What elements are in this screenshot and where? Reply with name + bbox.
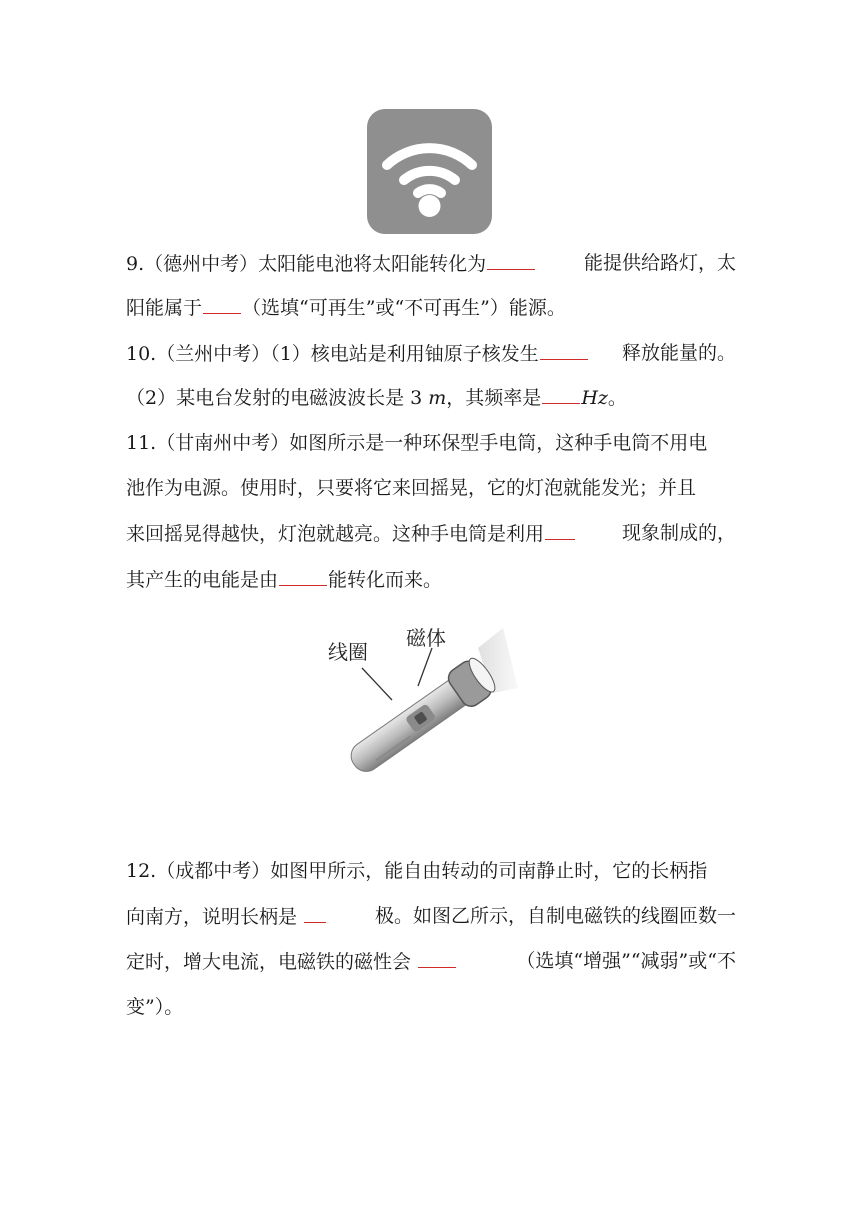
answer-blank [545,519,575,540]
q11-text: 11.（甘南州中考）如图所示是一种环保型手电筒，这种手电筒不用电 [126,432,708,454]
answer-blank [418,947,456,968]
q12-text: 极。如图乙所示，自制电磁铁的线圈匝数一 [374,905,736,927]
unit-meter: m [428,387,447,409]
q11-text: 池作为电源。使用时，只要将它来回摇晃，它的灯泡就能发光；并且 [126,477,697,499]
q9-text: 9.（德州中考）太阳能电池将太阳能转化为 [126,253,487,275]
q9-line-2 [126,293,566,322]
q11-text: 能转化而来。 [328,569,443,591]
q12-text: （选填“增强”“减弱”或“不 [516,950,736,972]
q12-text: 向南方，说明长柄是 [126,906,304,928]
q12-line-4 [126,993,183,1021]
wifi-logo [367,109,492,234]
q11-text: 现象制成的， [621,522,736,544]
q10-text: （2）某电台发射的电磁波波长是 3 [126,387,429,409]
q10-line-1 [126,339,736,368]
answer-blank [542,383,580,404]
unit-hz: Hz [581,387,608,409]
answer-blank [279,565,327,586]
magnet-label: 磁体 [406,626,446,650]
q12-line-1 [126,857,736,885]
answer-blank [540,339,588,360]
q9-text: 能提供给路灯，太 [583,252,736,274]
q11-text: 来回摇晃得越快，灯泡就越亮。这种手电筒是利用 [126,523,545,545]
q11-line-4 [126,565,442,594]
q12-line-2 [126,902,736,931]
q11-line-2 [126,474,736,502]
q11-text: 其产生的电能是由 [126,569,279,591]
q10-line-2 [126,383,627,412]
wifi-icon [367,109,492,234]
q10-text: 10.（兰州中考）（1）核电站是利用铀原子核发生 [126,343,539,365]
q11-line-3 [126,519,736,548]
flashlight-figure [318,618,538,778]
coil-label: 线圈 [328,640,368,664]
q12-text: 变”）。 [126,996,184,1018]
q10-text: 。 [607,387,627,409]
q9-line-1 [126,249,736,278]
q9-text: （选填“可再生”或“不可再生”）能源。 [242,297,566,319]
answer-blank [487,249,535,270]
answer-blank [304,902,326,923]
q12-text: 12.（成都中考）如图甲所示，能自由转动的司南静止时，它的长柄指 [126,860,708,882]
q10-text: 释放能量的。 [621,342,736,364]
q9-text: 阳能属于 [126,297,203,319]
q10-text: ，其频率是 [446,387,542,409]
q12-line-3 [126,947,736,976]
answer-blank [203,293,241,314]
q11-line-1 [126,429,736,457]
q12-text: 定时，增大电流，电磁铁的磁性会 [126,951,418,973]
